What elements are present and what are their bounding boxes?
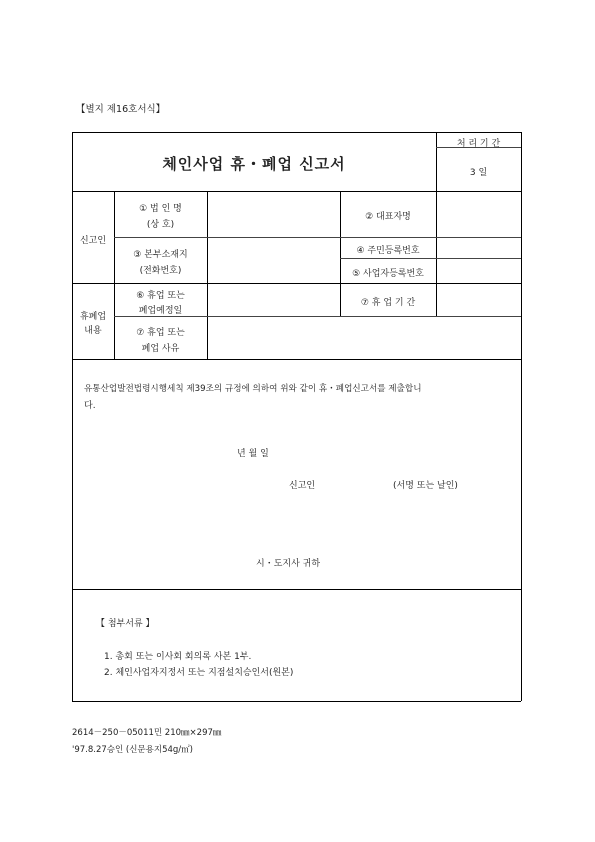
signer-label: 신고인 xyxy=(289,481,316,491)
attachments-bottom-rule xyxy=(72,701,521,702)
attachments-left-border xyxy=(72,589,73,701)
addressee: 시・도지사 귀하 xyxy=(256,559,321,569)
closure-date-field[interactable] xyxy=(208,284,339,315)
suspension-period-field[interactable] xyxy=(437,284,520,315)
reporter-section-label: 신고인 xyxy=(79,236,107,246)
seal-label: (서명 또는 날인) xyxy=(393,481,458,491)
resident-number-label: ④ 주민등록번호 xyxy=(356,246,420,256)
resident-number-field[interactable] xyxy=(437,238,520,257)
representative-label: ② 대표자명 xyxy=(365,212,411,222)
suspension-period-label: ⑦ 휴 업 기 간 xyxy=(360,298,416,308)
declaration-date: 년 월 일 xyxy=(237,449,269,459)
closure-section-label-2: 내용 xyxy=(84,326,102,336)
attachment-item: 1. 총회 또는 이사회 회의록 사본 1부. xyxy=(104,652,252,662)
closure-section-label: 휴폐업 xyxy=(79,312,107,322)
closure-date-label: ⑥ 휴업 또는 xyxy=(136,291,185,301)
hq-address-field[interactable] xyxy=(208,238,339,282)
footer-approval: '97.8.27승인 (신문용지54g/㎡) xyxy=(72,745,193,755)
closure-date-label-2: 폐업예정일 xyxy=(138,306,183,316)
declaration-text-end: 다. xyxy=(84,401,96,411)
attachments-right-border xyxy=(521,589,522,701)
representative-field[interactable] xyxy=(437,192,520,236)
closure-reason-label-2: 폐업 사유 xyxy=(141,344,180,354)
footer-form-code: 2614－250－05011민 210㎜×297㎜ xyxy=(72,728,222,738)
phone-label: (전화번호) xyxy=(139,266,182,276)
page-title: 체인사업 휴・폐업 신고서 xyxy=(162,155,346,173)
trade-name-label: (상 호) xyxy=(146,220,175,230)
business-number-field[interactable] xyxy=(437,259,520,282)
business-number-label: ⑤ 사업자등록번호 xyxy=(352,269,424,279)
closure-reason-field[interactable] xyxy=(208,317,520,358)
corp-name-field[interactable] xyxy=(208,192,339,236)
corp-name-label: ① 법 인 명 xyxy=(139,204,182,214)
attachments-heading: 【 첨부서류 】 xyxy=(96,619,155,629)
declaration-text: 유통산업발전법령시행세칙 제39조의 규정에 의하여 위와 같이 휴・폐업신고서를 제출합니 xyxy=(84,384,422,394)
closure-reason-label: ⑦ 휴업 또는 xyxy=(136,328,185,338)
signer-name-field[interactable] xyxy=(322,472,392,490)
form-number-label: 【별지 제16호서식】 xyxy=(76,104,166,115)
processing-period-label: 처 리 기 간 xyxy=(456,139,501,149)
processing-period-value: 3 일 xyxy=(469,168,488,178)
attachment-item: 2. 체인사업자지정서 또는 지점설치승인서(원본) xyxy=(104,668,294,678)
hq-address-label: ③ 본부소재지 xyxy=(133,250,188,260)
